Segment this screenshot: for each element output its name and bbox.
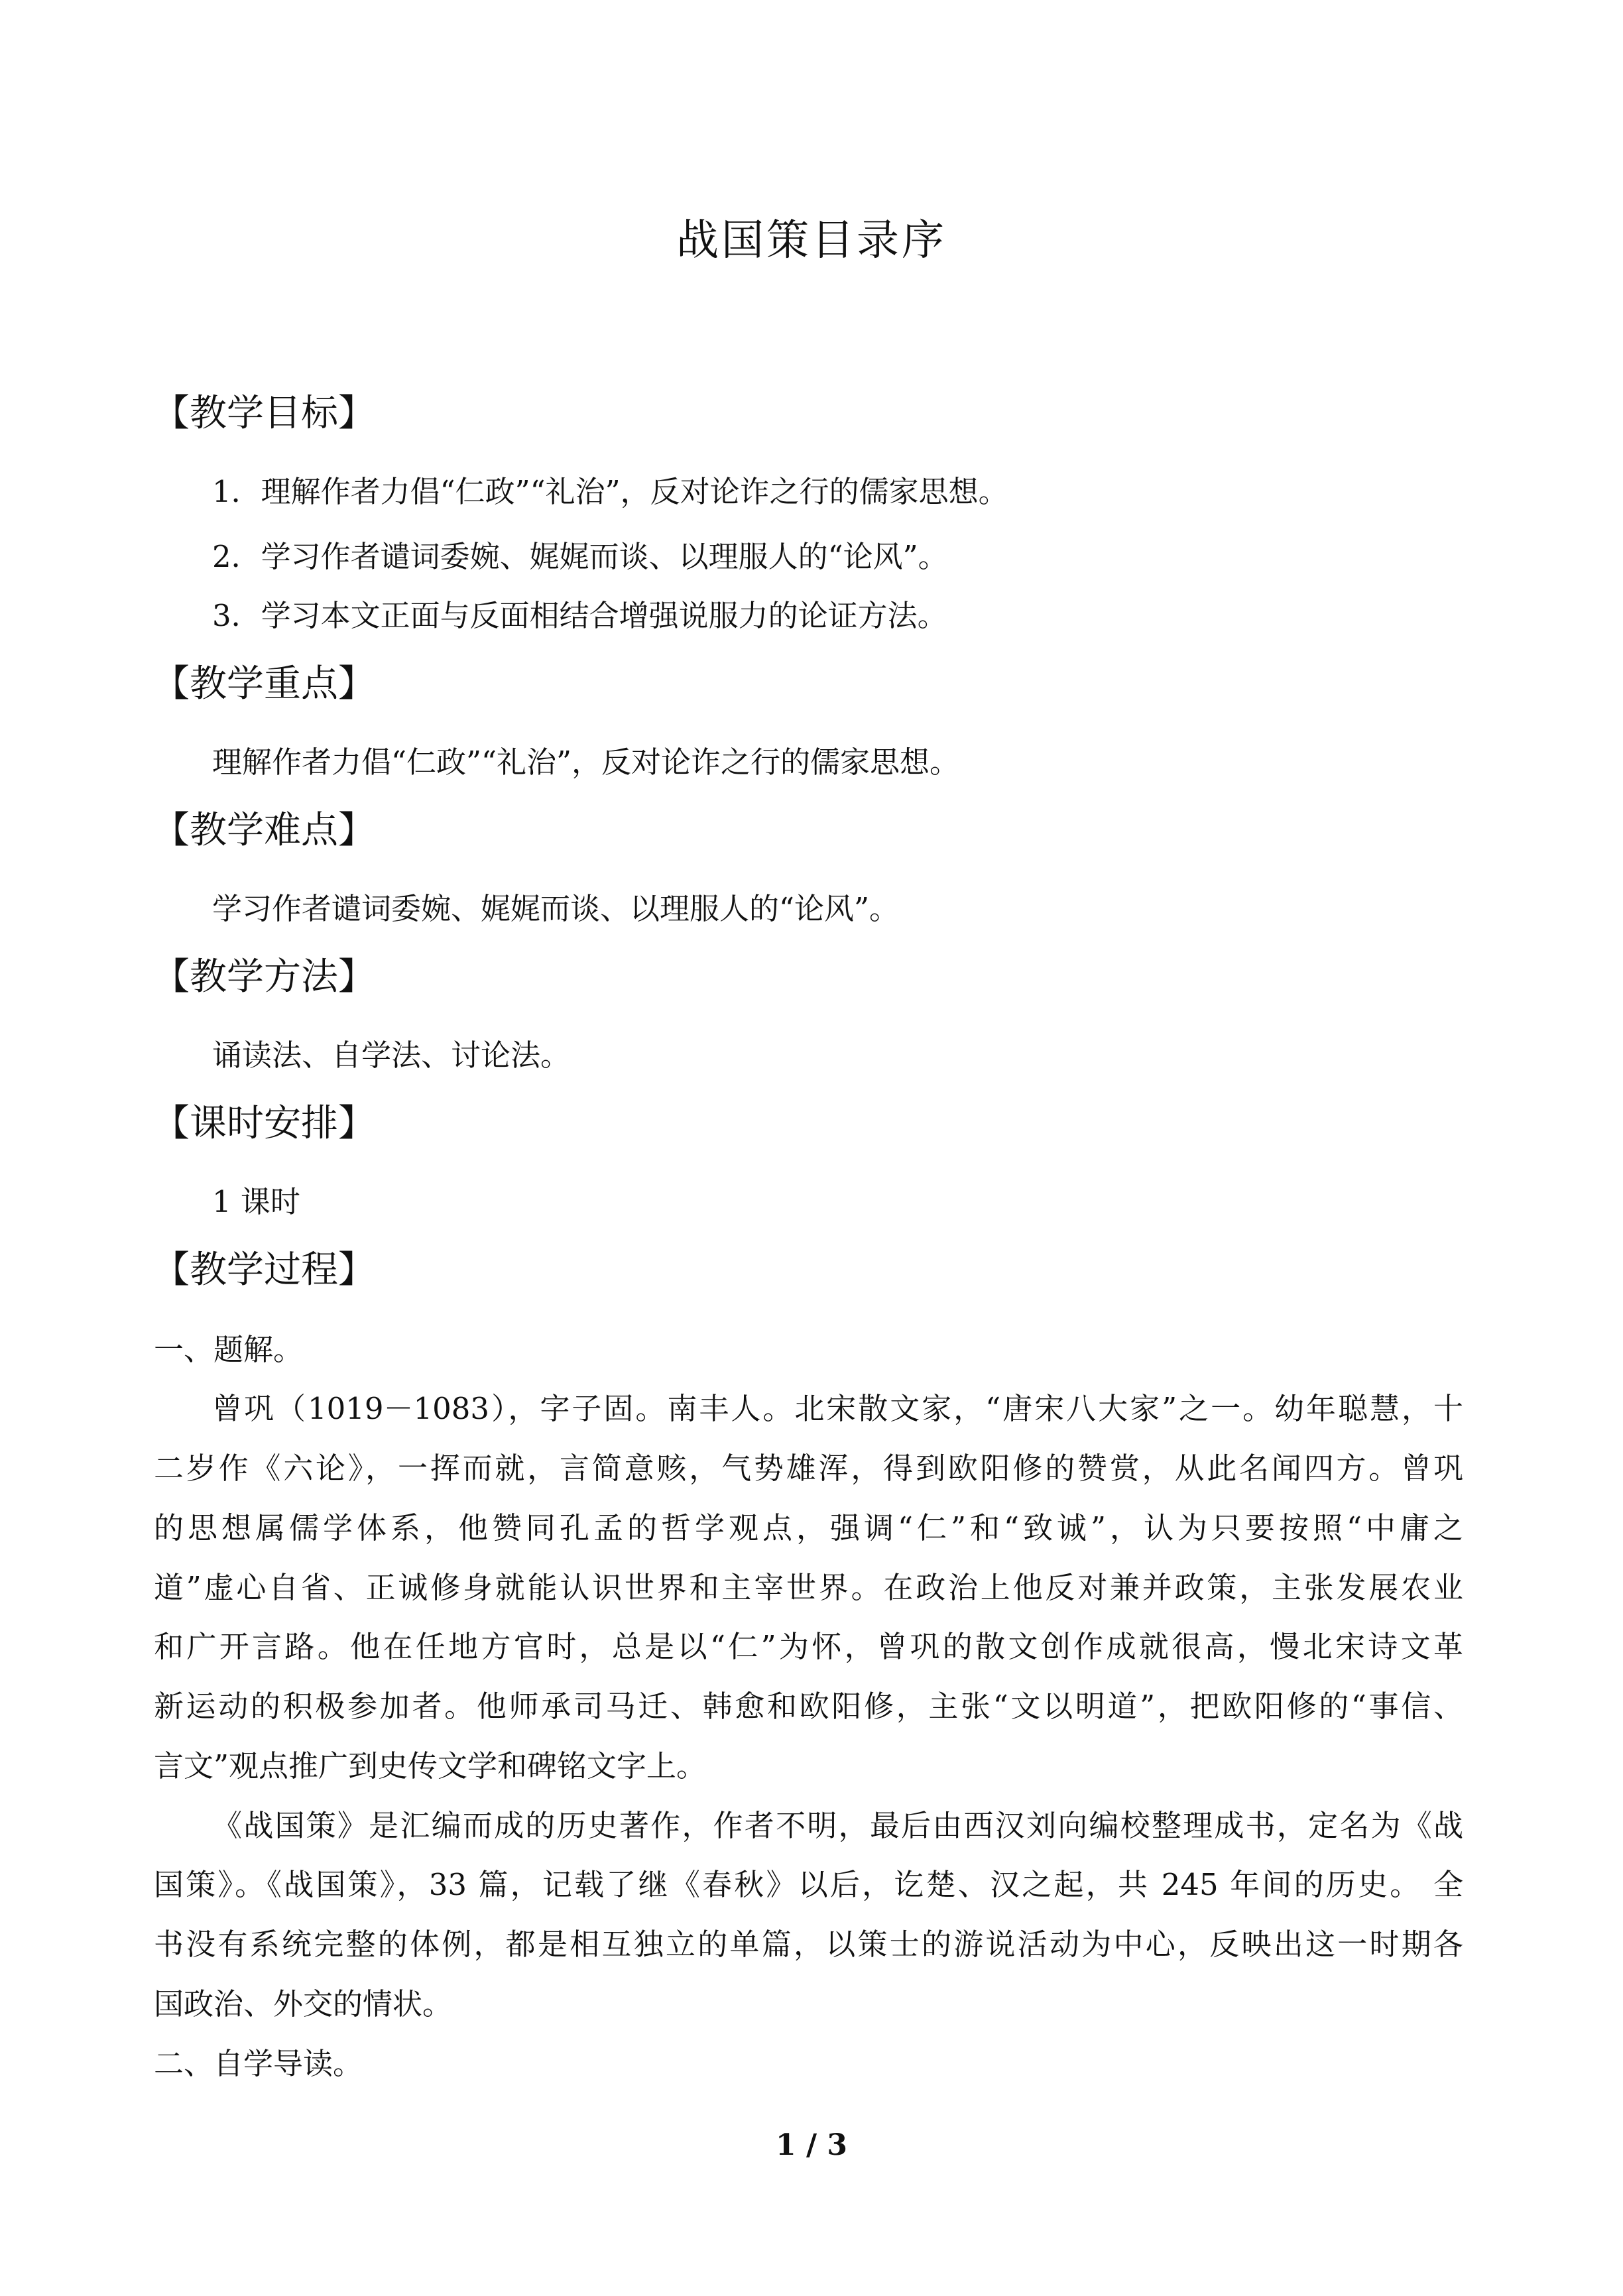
objective-item-2: 2．学习作者谴词委婉、娓娓而谈、以理服人的“论风”。 [212, 539, 948, 574]
difficulties-heading: 【教学难点】 [152, 809, 375, 852]
para1-line: 曾巩（1019－1083），字子固。南丰人。北宋散文家，“唐宋八大家”之一。幼年聪慧，十 [212, 1391, 1463, 1426]
para1-line: 新运动的积极参加者。他师承司马迁、韩愈和欧阳修，主张“文以明道”，把欧阳修的“事信、 [154, 1689, 1463, 1724]
schedule-heading: 【课时安排】 [152, 1102, 375, 1145]
para1-line: 言文”观点推广到史传文学和碑铭文字上。 [154, 1748, 707, 1783]
key-points-heading: 【教学重点】 [152, 662, 375, 705]
para1-line: 道”虚心自省、正诚修身就能认识世界和主宰世界。在政治上他反对兼并政策，主张发展农业 [154, 1570, 1463, 1605]
para1-line: 和广开言路。他在任地方官时，总是以“仁”为怀，曾巩的散文创作成就很高，慢北宋诗文革 [154, 1629, 1463, 1664]
objectives-heading: 【教学目标】 [152, 392, 375, 435]
para2-line: 书没有系统完整的体例，都是相互独立的单篇，以策士的游说活动为中心，反映出这一时期各 [154, 1927, 1463, 1962]
methods-text: 诵读法、自学法、讨论法。 [212, 1038, 571, 1073]
page-number: 1 / 3 [776, 2128, 847, 2162]
objective-item-3: 3．学习本文正面与反面相结合增强说服力的论证方法。 [212, 598, 947, 633]
difficulties-text: 学习作者谴词委婉、娓娓而谈、以理服人的“论风”。 [212, 891, 900, 926]
para2-line: 国政治、外交的情状。 [154, 1986, 453, 2022]
schedule-text: 1 课时 [212, 1184, 300, 1219]
part1-title: 一、题解。 [154, 1332, 304, 1367]
para2-line: 国策》。《战国策》，33 篇，记载了继《春秋》以后，讫楚、汉之起，共 245 年间的历史。 全 [154, 1867, 1463, 1902]
objective-item-1: 1．理解作者力倡“仁政”“礼治”，反对论诈之行的儒家思想。 [212, 474, 1008, 509]
process-heading: 【教学过程】 [152, 1248, 375, 1292]
part2-title: 二、自学导读。 [154, 2046, 363, 2081]
methods-heading: 【教学方法】 [152, 955, 375, 998]
para1-line: 二岁作《六论》，一挥而就，言简意赅，气势雄浑，得到欧阳修的赞赏，从此名闻四方。曾巩 [154, 1451, 1463, 1486]
key-points-text: 理解作者力倡“仁政”“礼治”，反对论诈之行的儒家思想。 [212, 745, 960, 780]
document-title: 战国策目录序 [676, 216, 947, 265]
para1-line: 的思想属儒学体系，他赞同孔孟的哲学观点，强调“仁”和“致诚”，认为只要按照“中庸之 [154, 1510, 1463, 1545]
para2-line: 《战国策》是汇编而成的历史著作，作者不明，最后由西汉刘向编校整理成书，定名为《战 [212, 1808, 1463, 1843]
